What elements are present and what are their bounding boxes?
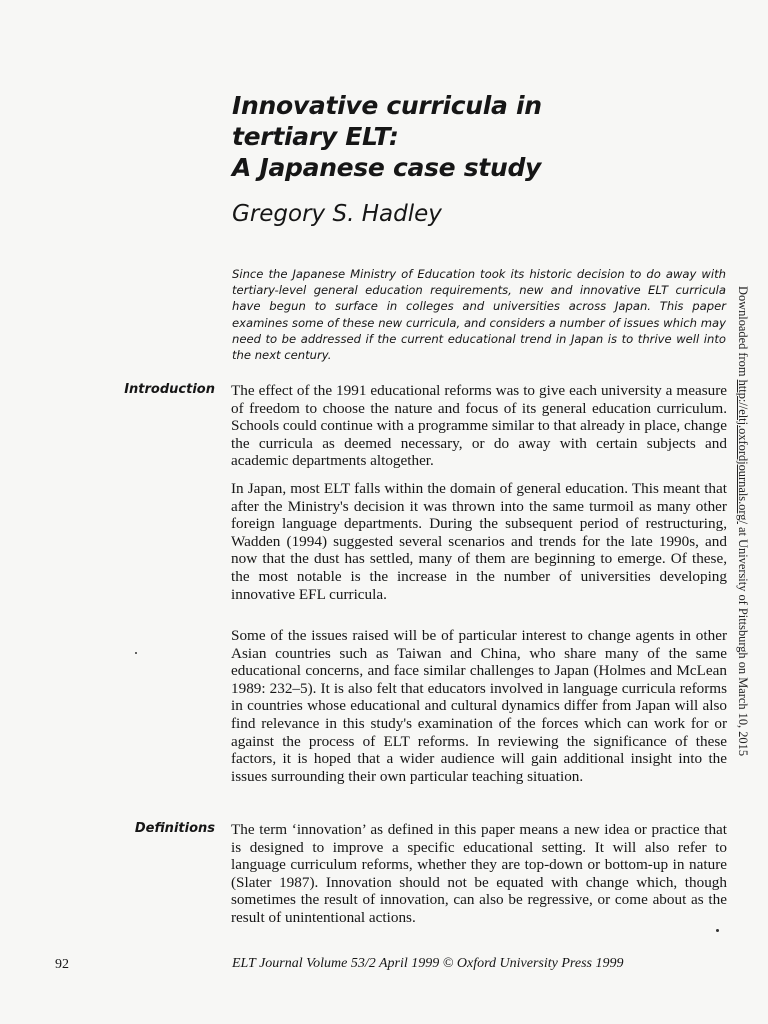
scan-speck xyxy=(716,929,719,932)
body-paragraph: Some of the issues raised will be of particular interest to change agents in other Asian countries such as Taiwan and China, who share many of the same educational concerns, and face similar challenges to Japan (Holmes and McLean 1989: 232–5). It is also felt that educators involved in language curricula reforms in countries whose educational and cultural dynamics differ from Japan will also find relevance in this study's examination of the forces which can work for or against the process of ELT reforms. In reviewing the significance of these factors, it is hoped that a wider audience will gain additional insight into the issues surrounding their own particular teaching situation. xyxy=(231,627,727,785)
section-heading-introduction: Introduction xyxy=(124,382,215,397)
journal-link[interactable]: http://eltj.oxfordjournals.org/ xyxy=(736,379,750,524)
page-number: 92 xyxy=(55,957,69,972)
article-title xyxy=(232,90,712,183)
body-paragraph: The effect of the 1991 educational reforms was to give each university a measure of freedom to choose the nature and focus of its general education curriculum. Schools could continue with a programme similar to that already in place, change the curricula as deemed necessary, or do away with certain subjects and academic departments altogether. xyxy=(231,382,727,470)
journal-citation: ELT Journal Volume 53/2 April 1999 © Oxford University Press 1999 xyxy=(232,956,624,971)
download-note-suffix: at University of Pittsburgh on March 10, 2015 xyxy=(736,523,750,757)
scan-speck xyxy=(135,652,137,654)
download-note-prefix: Downloaded from xyxy=(736,286,750,380)
body-paragraph: The term ‘innovation’ as defined in this paper means a new idea or practice that is designed to improve a specific educational setting. It will also refer to language curriculum reforms, whether they are top-down or bottom-up in nature (Slater 1987). Innovation should not be equated with change which, though sometimes the result of innovation, can also be regressive, or come about as the result of unintentional actions. xyxy=(231,821,727,926)
section-heading-definitions: Definitions xyxy=(134,821,215,836)
title-line: Innovative curricula in xyxy=(232,91,542,120)
body-paragraph: In Japan, most ELT falls within the domain of general education. This meant that after the Ministry's decision it was thrown into the same turmoil as many other foreign language departments. During the subsequent period of restructuring, Wadden (1994) suggested several scenarios and trends for the late 1990s, and now that the dust has settled, many of them are beginning to emerge. Of these, the most notable is the increase in the number of universities developing innovative EFL curricula. xyxy=(231,480,727,603)
download-watermark xyxy=(735,286,750,756)
abstract: Since the Japanese Ministry of Education took its historic decision to do away with tertiary-level general education requirements, new and innovative ELT curricula have begun to surface in colleges and universities across Japan. This paper examines some of these new curricula, and considers a number of issues which may need to be addressed if the current educational trend in Japan is to thrive well into the next century. xyxy=(232,267,726,363)
author-name: Gregory S. Hadley xyxy=(232,201,442,227)
title-line: tertiary ELT: xyxy=(232,122,399,151)
title-line: A Japanese case study xyxy=(232,153,542,182)
